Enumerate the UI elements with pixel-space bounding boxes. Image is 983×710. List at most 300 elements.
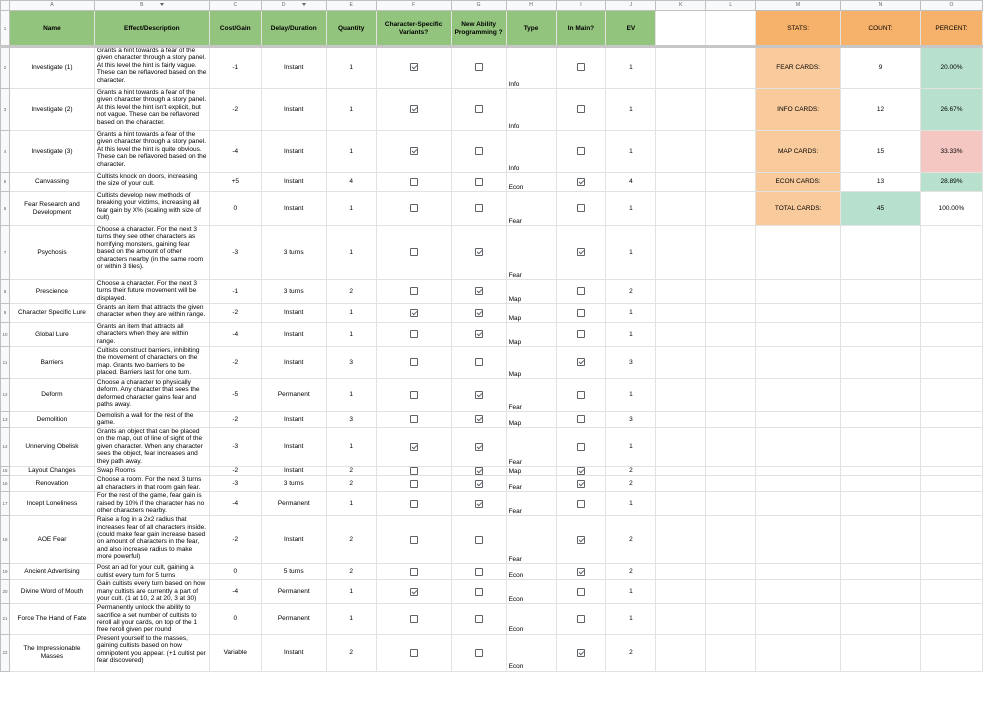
unchecked-checkbox[interactable]	[475, 588, 483, 596]
cell-cost[interactable]: -3	[209, 428, 261, 467]
column-header-B[interactable]: B	[94, 1, 209, 11]
empty-cell[interactable]	[756, 428, 841, 467]
cell-variants[interactable]	[376, 226, 451, 280]
cell-in-main[interactable]	[556, 412, 606, 428]
cell-delay[interactable]: 3 turns	[261, 280, 326, 304]
checked-checkbox[interactable]	[475, 330, 483, 338]
cell-type[interactable]: Fear	[506, 476, 556, 492]
cell-variants[interactable]	[376, 467, 451, 476]
cell-delay[interactable]: 3 turns	[261, 476, 326, 492]
cell-programming[interactable]	[451, 428, 506, 467]
checked-checkbox[interactable]	[410, 588, 418, 596]
cell-name[interactable]: Investigate (3)	[9, 131, 94, 173]
cell-name[interactable]: Barriers	[9, 347, 94, 379]
cell-quantity[interactable]: 1	[326, 604, 376, 635]
cell-type[interactable]: Econ	[506, 634, 556, 671]
cell-variants[interactable]	[376, 412, 451, 428]
cell-description[interactable]: Permanently unlock the ability to sacrifice a set number of cultists to reroll all your cards, on top of the 1 free reroll given per round	[94, 604, 209, 635]
cell-quantity[interactable]: 1	[326, 580, 376, 604]
empty-cell[interactable]	[656, 173, 706, 192]
empty-cell[interactable]	[841, 604, 921, 635]
unchecked-checkbox[interactable]	[475, 536, 483, 544]
cell-type[interactable]: Map	[506, 412, 556, 428]
cell-description[interactable]: Cultists construct barriers, inhibiting the movement of characters on the map. Grants two barriers to be placed. Barriers last for one turn.	[94, 347, 209, 379]
header-effect[interactable]: Effect/Description	[94, 11, 209, 47]
cell-type[interactable]: Map	[506, 467, 556, 476]
cell-description[interactable]: Grants a hint towards a fear of the given character through a story panel. At this level the hint is fairly vague. These can be reflavored based on the character.	[94, 47, 209, 89]
cell-description[interactable]: Gain cultists every turn based on how many cultists are currently a part of your cult. (1 at 10, 2 at 20, 3 at 30)	[94, 580, 209, 604]
cell-description[interactable]: Demolish a wall for the rest of the game.	[94, 412, 209, 428]
cell-variants[interactable]	[376, 634, 451, 671]
cell-cost[interactable]: -2	[209, 467, 261, 476]
cell-programming[interactable]	[451, 323, 506, 347]
cell-delay[interactable]: 5 turns	[261, 564, 326, 580]
empty-cell[interactable]	[706, 192, 756, 226]
checked-checkbox[interactable]	[475, 391, 483, 399]
unchecked-checkbox[interactable]	[577, 309, 585, 317]
cell-type[interactable]: Econ	[506, 580, 556, 604]
empty-cell[interactable]	[656, 47, 706, 89]
cell-delay[interactable]: Instant	[261, 192, 326, 226]
empty-cell[interactable]	[706, 467, 756, 476]
empty-cell[interactable]	[656, 89, 706, 131]
cell-type[interactable]: Econ	[506, 173, 556, 192]
stat-percent[interactable]: 33.33%	[920, 131, 982, 173]
checked-checkbox[interactable]	[475, 248, 483, 256]
stat-label[interactable]: FEAR CARDS:	[756, 47, 841, 89]
cell-delay[interactable]: Permanent	[261, 604, 326, 635]
empty-cell[interactable]	[656, 131, 706, 173]
cell-delay[interactable]: Instant	[261, 173, 326, 192]
unchecked-checkbox[interactable]	[577, 391, 585, 399]
unchecked-checkbox[interactable]	[410, 287, 418, 295]
filter-dropdown-icon[interactable]	[302, 3, 306, 6]
cell-description[interactable]: Choose a character. For the next 3 turns their future movement will be displayed.	[94, 280, 209, 304]
cell-in-main[interactable]	[556, 634, 606, 671]
unchecked-checkbox[interactable]	[410, 178, 418, 186]
cell-description[interactable]: Grants an object that can be placed on the map, out of line of sight of the given character. When any character sees the object, fear increases and they path away.	[94, 428, 209, 467]
cell-delay[interactable]: Instant	[261, 323, 326, 347]
checked-checkbox[interactable]	[577, 568, 585, 576]
empty-cell[interactable]	[656, 492, 706, 516]
cell-delay[interactable]: Permanent	[261, 580, 326, 604]
empty-cell[interactable]	[920, 467, 982, 476]
row-number[interactable]: 1	[1, 11, 10, 47]
unchecked-checkbox[interactable]	[410, 568, 418, 576]
cell-in-main[interactable]	[556, 47, 606, 89]
cell-programming[interactable]	[451, 304, 506, 323]
column-header-F[interactable]: F	[376, 1, 451, 11]
checked-checkbox[interactable]	[577, 649, 585, 657]
cell-programming[interactable]	[451, 467, 506, 476]
empty-cell[interactable]	[841, 634, 921, 671]
cell-quantity[interactable]: 1	[326, 192, 376, 226]
unchecked-checkbox[interactable]	[577, 443, 585, 451]
cell-cost[interactable]: -3	[209, 476, 261, 492]
cell-ev[interactable]: 1	[606, 323, 656, 347]
cell-in-main[interactable]	[556, 89, 606, 131]
cell-quantity[interactable]: 1	[326, 47, 376, 89]
cell-ev[interactable]: 1	[606, 304, 656, 323]
empty-cell[interactable]	[656, 347, 706, 379]
cell-ev[interactable]: 1	[606, 47, 656, 89]
cell-programming[interactable]	[451, 280, 506, 304]
stat-percent[interactable]: 26.67%	[920, 89, 982, 131]
cell-cost[interactable]: +5	[209, 173, 261, 192]
empty-cell[interactable]	[656, 323, 706, 347]
cell-ev[interactable]: 1	[606, 226, 656, 280]
cell-in-main[interactable]	[556, 516, 606, 564]
empty-cell[interactable]	[706, 379, 756, 412]
cell-cost[interactable]: 0	[209, 192, 261, 226]
cell-delay[interactable]: Instant	[261, 131, 326, 173]
empty-cell[interactable]	[841, 304, 921, 323]
empty-cell[interactable]	[706, 604, 756, 635]
empty-cell[interactable]	[756, 580, 841, 604]
stat-percent[interactable]: 20.00%	[920, 47, 982, 89]
cell-variants[interactable]	[376, 604, 451, 635]
cell-in-main[interactable]	[556, 304, 606, 323]
cell-ev[interactable]: 2	[606, 280, 656, 304]
cell-quantity[interactable]: 2	[326, 476, 376, 492]
cell-cost[interactable]: -1	[209, 47, 261, 89]
cell-quantity[interactable]: 1	[326, 428, 376, 467]
empty-cell[interactable]	[756, 476, 841, 492]
cell-description[interactable]: Choose a room. For the next 3 turns all characters in that room gain fear.	[94, 476, 209, 492]
cell-description[interactable]: Cultists knock on doors, increasing the size of your cult.	[94, 173, 209, 192]
cell-type[interactable]: Info	[506, 89, 556, 131]
empty-cell[interactable]	[920, 580, 982, 604]
row-number[interactable]: 13	[1, 412, 10, 428]
empty-cell[interactable]	[920, 226, 982, 280]
cell-type[interactable]: Info	[506, 47, 556, 89]
cell-name[interactable]: Demolition	[9, 412, 94, 428]
cell-quantity[interactable]: 1	[326, 379, 376, 412]
cell-delay[interactable]: Permanent	[261, 492, 326, 516]
row-number[interactable]: 5	[1, 173, 10, 192]
cell-variants[interactable]	[376, 580, 451, 604]
cell-type[interactable]: Econ	[506, 604, 556, 635]
unchecked-checkbox[interactable]	[577, 615, 585, 623]
cell-in-main[interactable]	[556, 428, 606, 467]
stat-label[interactable]: INFO CARDS:	[756, 89, 841, 131]
cell-name[interactable]: Incept Loneliness	[9, 492, 94, 516]
cell-delay[interactable]: Instant	[261, 634, 326, 671]
stat-label[interactable]: ECON CARDS:	[756, 173, 841, 192]
cell-ev[interactable]: 2	[606, 516, 656, 564]
cell-programming[interactable]	[451, 47, 506, 89]
cell-in-main[interactable]	[556, 280, 606, 304]
cell-variants[interactable]	[376, 304, 451, 323]
stat-label[interactable]: TOTAL CARDS:	[756, 192, 841, 226]
cell-name[interactable]: Layout Changes	[9, 467, 94, 476]
cell-name[interactable]: Prescience	[9, 280, 94, 304]
cell-quantity[interactable]: 1	[326, 131, 376, 173]
empty-cell[interactable]	[841, 323, 921, 347]
empty-cell[interactable]	[920, 492, 982, 516]
cell-quantity[interactable]: 3	[326, 347, 376, 379]
cell-variants[interactable]	[376, 89, 451, 131]
empty-cell[interactable]	[656, 280, 706, 304]
cell-programming[interactable]	[451, 89, 506, 131]
cell-name[interactable]: Psychosis	[9, 226, 94, 280]
row-number[interactable]: 15	[1, 467, 10, 476]
cell-type[interactable]: Fear	[506, 428, 556, 467]
cell-cost[interactable]: -5	[209, 379, 261, 412]
cell-name[interactable]: Divine Word of Mouth	[9, 580, 94, 604]
cell-in-main[interactable]	[556, 226, 606, 280]
empty-cell[interactable]	[756, 412, 841, 428]
column-header-I[interactable]: I	[556, 1, 606, 11]
cell-description[interactable]: Grants an item that attracts the given character when they are within range.	[94, 304, 209, 323]
empty-cell[interactable]	[920, 604, 982, 635]
empty-cell[interactable]	[756, 379, 841, 412]
header-percent[interactable]: PERCENT:	[920, 11, 982, 47]
stat-count[interactable]: 45	[841, 192, 921, 226]
cell-quantity[interactable]: 1	[326, 226, 376, 280]
empty-cell[interactable]	[756, 467, 841, 476]
unchecked-checkbox[interactable]	[410, 358, 418, 366]
column-header-C[interactable]: C	[209, 1, 261, 11]
cell-name[interactable]: Deform	[9, 379, 94, 412]
row-number[interactable]: 8	[1, 280, 10, 304]
cell-cost[interactable]: Variable	[209, 634, 261, 671]
cell-ev[interactable]: 3	[606, 412, 656, 428]
empty-cell[interactable]	[841, 467, 921, 476]
cell-variants[interactable]	[376, 516, 451, 564]
cell-ev[interactable]: 1	[606, 604, 656, 635]
cell-variants[interactable]	[376, 173, 451, 192]
header-in-main[interactable]: In Main?	[556, 11, 606, 47]
empty-cell[interactable]	[706, 304, 756, 323]
cell-cost[interactable]: 0	[209, 604, 261, 635]
row-number[interactable]: 14	[1, 428, 10, 467]
cell-delay[interactable]: 3 turns	[261, 226, 326, 280]
empty-cell[interactable]	[920, 280, 982, 304]
column-header-K[interactable]: K	[656, 1, 706, 11]
empty-cell[interactable]	[706, 412, 756, 428]
cell-type[interactable]: Map	[506, 280, 556, 304]
cell-quantity[interactable]: 2	[326, 564, 376, 580]
cell-variants[interactable]	[376, 280, 451, 304]
row-number[interactable]: 10	[1, 323, 10, 347]
cell-programming[interactable]	[451, 226, 506, 280]
unchecked-checkbox[interactable]	[410, 415, 418, 423]
checked-checkbox[interactable]	[410, 443, 418, 451]
unchecked-checkbox[interactable]	[475, 178, 483, 186]
stat-percent[interactable]: 100.00%	[920, 192, 982, 226]
cell-ev[interactable]: 2	[606, 467, 656, 476]
unchecked-checkbox[interactable]	[475, 147, 483, 155]
cell-description[interactable]: Cultists develop new methods of breaking your victims, increasing all fear gain by X% (scaling with size of cult)	[94, 192, 209, 226]
empty-cell[interactable]	[756, 516, 841, 564]
header-variants[interactable]: Character-Specific Variants?	[376, 11, 451, 47]
checked-checkbox[interactable]	[410, 147, 418, 155]
column-header-N[interactable]: N	[841, 1, 921, 11]
unchecked-checkbox[interactable]	[577, 204, 585, 212]
empty-cell[interactable]	[920, 379, 982, 412]
header-type[interactable]: Type	[506, 11, 556, 47]
empty-cell[interactable]	[841, 379, 921, 412]
cell-name[interactable]: AOE Fear	[9, 516, 94, 564]
checked-checkbox[interactable]	[577, 248, 585, 256]
header-count[interactable]: COUNT:	[841, 11, 921, 47]
cell-cost[interactable]: -1	[209, 280, 261, 304]
cell-delay[interactable]: Instant	[261, 347, 326, 379]
empty-cell[interactable]	[706, 47, 756, 89]
cell-in-main[interactable]	[556, 604, 606, 635]
column-header-L[interactable]: L	[706, 1, 756, 11]
empty-cell[interactable]	[841, 428, 921, 467]
cell-variants[interactable]	[376, 47, 451, 89]
cell-quantity[interactable]: 1	[326, 323, 376, 347]
cell-in-main[interactable]	[556, 476, 606, 492]
row-number[interactable]: 17	[1, 492, 10, 516]
empty-cell[interactable]	[706, 226, 756, 280]
checked-checkbox[interactable]	[577, 358, 585, 366]
corner-cell[interactable]	[1, 1, 10, 11]
empty-cell[interactable]	[841, 412, 921, 428]
header-stats[interactable]: STATS:	[756, 11, 841, 47]
unchecked-checkbox[interactable]	[410, 204, 418, 212]
checked-checkbox[interactable]	[577, 467, 585, 475]
cell-programming[interactable]	[451, 476, 506, 492]
unchecked-checkbox[interactable]	[577, 330, 585, 338]
empty-cell[interactable]	[656, 476, 706, 492]
row-number[interactable]: 22	[1, 634, 10, 671]
cell-description[interactable]: Present yourself to the masses, gaining cultists based on how omnipotent you appear. (+1 cultist per fear discovered)	[94, 634, 209, 671]
cell-description[interactable]: Grants an item that attracts all characters when they are within range.	[94, 323, 209, 347]
checked-checkbox[interactable]	[577, 178, 585, 186]
stat-label[interactable]: MAP CARDS:	[756, 131, 841, 173]
cell-in-main[interactable]	[556, 347, 606, 379]
empty-cell[interactable]	[756, 226, 841, 280]
cell-name[interactable]: Renovation	[9, 476, 94, 492]
cell-description[interactable]: Swap Rooms	[94, 467, 209, 476]
unchecked-checkbox[interactable]	[410, 391, 418, 399]
empty-cell[interactable]	[656, 564, 706, 580]
cell-variants[interactable]	[376, 323, 451, 347]
cell-type[interactable]: Econ	[506, 564, 556, 580]
empty-cell[interactable]	[706, 11, 756, 47]
cell-quantity[interactable]: 4	[326, 173, 376, 192]
cell-description[interactable]: Raise a fog in a 2x2 radius that increases fear of all characters inside. (could make fear gain increase based on amount of characters in the fear, and also increase radius to make more powerful)	[94, 516, 209, 564]
checked-checkbox[interactable]	[475, 415, 483, 423]
empty-cell[interactable]	[841, 492, 921, 516]
cell-ev[interactable]: 1	[606, 379, 656, 412]
cell-ev[interactable]: 2	[606, 476, 656, 492]
cell-cost[interactable]: 0	[209, 564, 261, 580]
cell-programming[interactable]	[451, 347, 506, 379]
cell-variants[interactable]	[376, 379, 451, 412]
column-header-M[interactable]: M	[756, 1, 841, 11]
empty-cell[interactable]	[920, 634, 982, 671]
cell-type[interactable]: Fear	[506, 379, 556, 412]
checked-checkbox[interactable]	[410, 309, 418, 317]
unchecked-checkbox[interactable]	[410, 536, 418, 544]
empty-cell[interactable]	[920, 304, 982, 323]
empty-cell[interactable]	[656, 192, 706, 226]
cell-in-main[interactable]	[556, 492, 606, 516]
cell-in-main[interactable]	[556, 192, 606, 226]
cell-name[interactable]: Force The Hand of Fate	[9, 604, 94, 635]
cell-name[interactable]: The Impressionable Masses	[9, 634, 94, 671]
cell-delay[interactable]: Instant	[261, 304, 326, 323]
empty-cell[interactable]	[841, 476, 921, 492]
empty-cell[interactable]	[841, 347, 921, 379]
stat-count[interactable]: 15	[841, 131, 921, 173]
empty-cell[interactable]	[756, 280, 841, 304]
empty-cell[interactable]	[656, 604, 706, 635]
cell-programming[interactable]	[451, 492, 506, 516]
checked-checkbox[interactable]	[577, 480, 585, 488]
cell-cost[interactable]: -2	[209, 304, 261, 323]
cell-ev[interactable]: 2	[606, 564, 656, 580]
cell-name[interactable]: Investigate (2)	[9, 89, 94, 131]
row-number[interactable]: 12	[1, 379, 10, 412]
cell-name[interactable]: Canvassing	[9, 173, 94, 192]
cell-cost[interactable]: -2	[209, 412, 261, 428]
empty-cell[interactable]	[920, 412, 982, 428]
unchecked-checkbox[interactable]	[475, 615, 483, 623]
row-number[interactable]: 19	[1, 564, 10, 580]
cell-type[interactable]: Map	[506, 323, 556, 347]
empty-cell[interactable]	[920, 428, 982, 467]
unchecked-checkbox[interactable]	[410, 467, 418, 475]
checked-checkbox[interactable]	[475, 480, 483, 488]
cell-programming[interactable]	[451, 634, 506, 671]
checked-checkbox[interactable]	[410, 63, 418, 71]
cell-ev[interactable]: 3	[606, 347, 656, 379]
empty-cell[interactable]	[706, 428, 756, 467]
empty-cell[interactable]	[841, 516, 921, 564]
cell-type[interactable]: Fear	[506, 492, 556, 516]
empty-cell[interactable]	[920, 347, 982, 379]
cell-quantity[interactable]: 2	[326, 516, 376, 564]
cell-cost[interactable]: -2	[209, 347, 261, 379]
cell-cost[interactable]: -4	[209, 131, 261, 173]
unchecked-checkbox[interactable]	[475, 649, 483, 657]
cell-programming[interactable]	[451, 604, 506, 635]
empty-cell[interactable]	[920, 564, 982, 580]
cell-type[interactable]: Fear	[506, 226, 556, 280]
cell-variants[interactable]	[376, 347, 451, 379]
unchecked-checkbox[interactable]	[410, 500, 418, 508]
cell-programming[interactable]	[451, 131, 506, 173]
empty-cell[interactable]	[656, 412, 706, 428]
empty-cell[interactable]	[656, 11, 706, 47]
empty-cell[interactable]	[656, 516, 706, 564]
row-number[interactable]: 7	[1, 226, 10, 280]
unchecked-checkbox[interactable]	[475, 204, 483, 212]
cell-name[interactable]: Fear Research and Development	[9, 192, 94, 226]
cell-name[interactable]: Global Lure	[9, 323, 94, 347]
header-ev[interactable]: EV	[606, 11, 656, 47]
cell-delay[interactable]: Instant	[261, 467, 326, 476]
cell-variants[interactable]	[376, 192, 451, 226]
cell-type[interactable]: Fear	[506, 516, 556, 564]
empty-cell[interactable]	[656, 580, 706, 604]
row-number[interactable]: 2	[1, 47, 10, 89]
cell-quantity[interactable]: 2	[326, 280, 376, 304]
cell-programming[interactable]	[451, 516, 506, 564]
unchecked-checkbox[interactable]	[410, 480, 418, 488]
cell-description[interactable]: Post an ad for your cult, gaining a cultist every turn for 5 turns	[94, 564, 209, 580]
unchecked-checkbox[interactable]	[410, 649, 418, 657]
checked-checkbox[interactable]	[475, 467, 483, 475]
stat-count[interactable]: 12	[841, 89, 921, 131]
filter-dropdown-icon[interactable]	[160, 3, 164, 6]
